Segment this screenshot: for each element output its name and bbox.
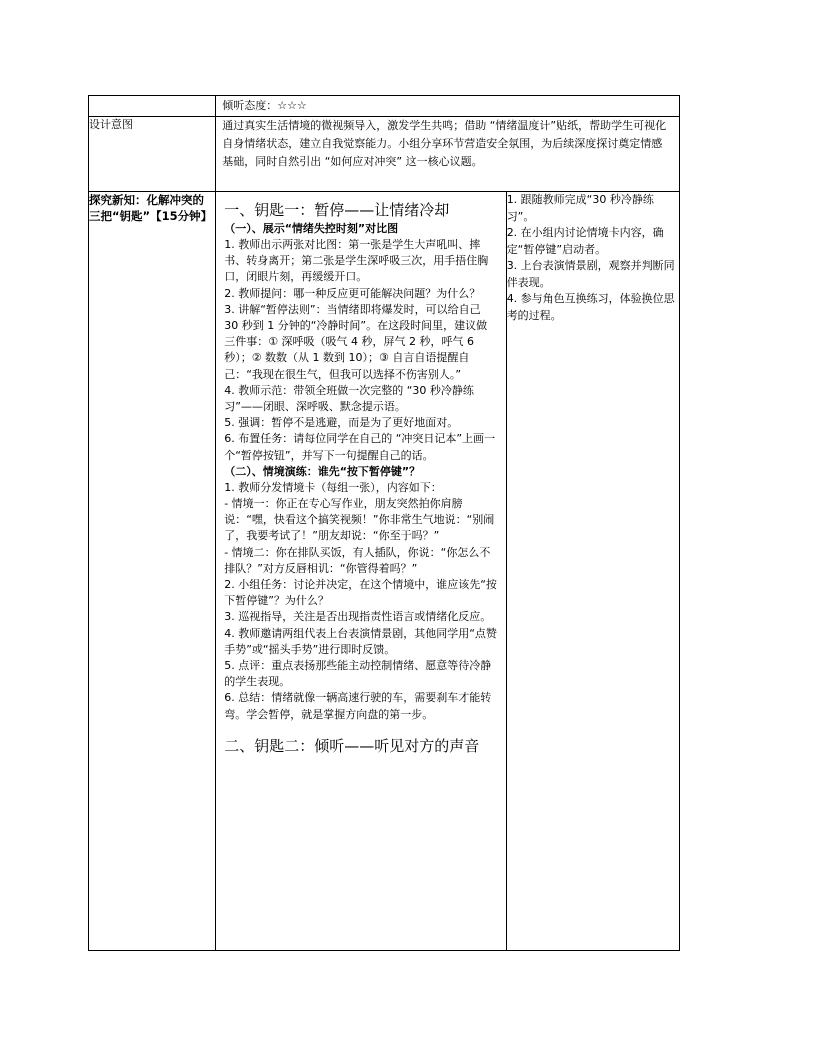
sub1-item: 2. 教师提问：哪一种反应更可能解决问题？为什么？ bbox=[224, 286, 481, 300]
explore-new-knowledge-row bbox=[89, 192, 680, 951]
student-activity-item: 1. 跟随教师完成“30 秒冷静练习”。 bbox=[506, 193, 654, 223]
design-intent-label: 设计意图 bbox=[89, 117, 216, 192]
sub2-item: 3. 巡视指导，关注是否出现指责性语言或情绪化反应。 bbox=[224, 610, 492, 624]
sub2-title: （二）、情境演练：谁先“按下暂停键”？ bbox=[224, 464, 421, 478]
student-activity-item: 2. 在小组内讨论情境卡内容，确定“暂停键”启动者。 bbox=[506, 226, 664, 256]
listening-attitude-text: 倾听态度：☆☆☆ bbox=[216, 96, 680, 117]
lesson-plan-table bbox=[88, 95, 680, 951]
sub1-item: 5. 强调：暂停不是逃避，而是为了更好地面对。 bbox=[224, 416, 459, 430]
student-activity-item: 4. 参与角色互换练习，体验换位思考的过程。 bbox=[506, 292, 675, 322]
explore-label: 探究新知：化解冲突的三把“钥匙”【15分钟】 bbox=[89, 192, 216, 951]
sub2-item: 1. 教师分发情境卡（每组一张），内容如下： bbox=[224, 480, 442, 494]
student-activity-cell bbox=[506, 192, 679, 951]
sub2-item: 5. 点评：重点表扬那些能主动控制情绪、愿意等待冷静的学生表现。 bbox=[224, 659, 492, 689]
student-activity-item: 3. 上台表演情景剧，观察并判断同伴表现。 bbox=[506, 259, 675, 289]
sub1-item: 6. 布置任务：请每位同学在自己的 “冲突日记本”上画一个“暂停按钮”，并写下一句提醒自己的话。 bbox=[224, 432, 496, 462]
sub2-item: 2. 小组任务：讨论并决定，在这个情境中，谁应该先“按下暂停键”？为什么？ bbox=[224, 578, 497, 608]
sub2-item: 4. 教师邀请两组代表上台表演情景剧，其他同学用“点赞手势”或“摇头手势”进行即时反馈。 bbox=[224, 626, 497, 656]
listening-attitude-row bbox=[89, 96, 680, 117]
sub1-item: 3. 讲解“暂停法则”：当情绪即将爆发时，可以给自己 30 秒到 1 分钟的“冷静时间”。在这段时间里，建议做三件事：① 深呼吸（吸气 4 秒，屏气 2 秒，呼气 6 秒）；② 数数（从 1 数到 10）；③ 自言自语提醒自己：“我现在很生气，但我可以选择不伤害别人。” bbox=[224, 302, 488, 381]
design-intent-content: 通过真实生活情境的微视频导入，激发学生共鸣；借助 “情绪温度计”贴纸，帮助学生可视化自身情绪状态，建立自我觉察能力。小组分享环节营造安全氛围，为后续深度探讨奠定情感基础，同时自然引出 “如何应对冲突” 这一核心议题。 bbox=[216, 117, 680, 192]
sub1-item: 4. 教师示范：带领全班做一次完整的 “30 秒冷静练习”——闭眼、深呼吸、默念提示语。 bbox=[224, 383, 474, 414]
empty-label-cell bbox=[89, 96, 216, 117]
sub1-title: （一）、展示“情绪失控时刻”对比图 bbox=[224, 222, 399, 235]
design-intent-row bbox=[89, 117, 680, 192]
sub2-item: - 情境二：你在排队买饭，有人插队，你说：“你怎么不排队？”对方反唇相讥：“你管得着吗？” bbox=[224, 545, 491, 575]
sub2-item: 6. 总结：情绪就像一辆高速行驶的车，需要刹车才能转弯。学会暂停，就是掌握方向盘的第一步。 bbox=[224, 691, 492, 721]
sub2-item: - 情境一：你正在专心写作业，朋友突然拍你肩膀说：“嘿，快看这个搞笑视频！”你非常生气地说：“别闹了，我要考试了！”朋友却说：“你至于吗？” bbox=[224, 497, 495, 543]
sub1-item: 1. 教师出示两张对比图：第一张是学生大声吼叫、摔书、转身离开；第二张是学生深呼吸三次，用手捂住胸口，闭眼片刻，再缓缓开口。 bbox=[224, 238, 489, 284]
section2-title: 二、钥匙二：倾听——听见对方的声音 bbox=[224, 736, 480, 755]
teacher-activity-cell bbox=[216, 192, 506, 951]
section1-title: 一、钥匙一：暂停——让情绪冷却 bbox=[224, 201, 450, 219]
